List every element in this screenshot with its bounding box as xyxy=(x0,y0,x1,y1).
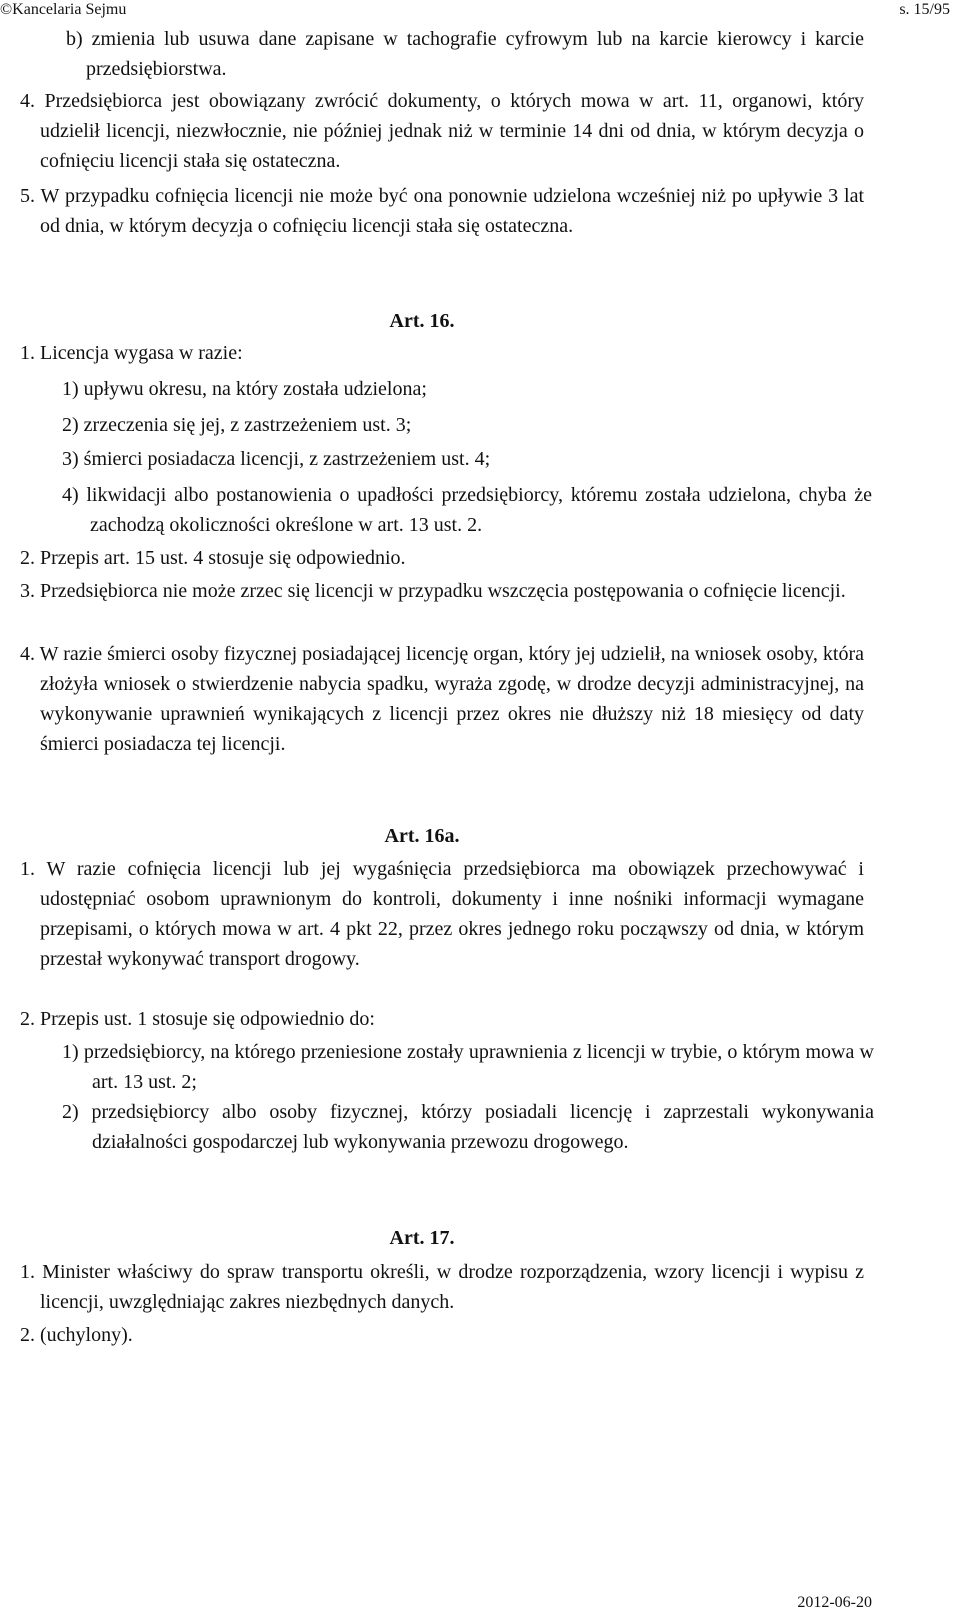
art16a-item-2: 2) przedsiębiorcy albo osoby fizycznej, którzy posiadali licencję i zaprzestali wykonywania działalności gospodarczej lub wykonywania przewozu drogowego. xyxy=(62,1101,874,1153)
art-16-title: Art. 16. xyxy=(389,310,455,332)
art17-para-1: 1. Minister właściwy do spraw transportu określi, w drodze rozporządzenia, wzory licencji i wypisu z licencji, uwzględniając zakres niezbędnych danych. xyxy=(20,1261,864,1313)
art16a-para-2: 2. Przepis ust. 1 stosuje się odpowiednio do: xyxy=(20,1008,375,1030)
art16-para-4: 4. W razie śmierci osoby fizycznej posiadającej licencję organ, który jej udzielił, na wniosek osoby, która złożyła wniosek o stwierdzenie nabycia spadku, wyraża zgodę, w drodze decyzji administracyjnej, na wykonywanie uprawnień wynikających z licencji przez okres nie dłuższy niż 18 miesięcy od daty śmierci posiadacza tej licencji. xyxy=(20,643,864,755)
para-5: 5. W przypadku cofnięcia licencji nie może być ona ponownie udzielona wcześniej niż po upływie 3 lat od dnia, w którym decyzja o cofnięciu licencji stała się ostateczna. xyxy=(20,185,864,237)
art16-para-3: 3. Przedsiębiorca nie może zrzec się licencji w przypadku wszczęcia postępowania o cofnięcie licencji. xyxy=(20,580,846,602)
art17-para-2: 2. (uchylony). xyxy=(20,1324,133,1346)
art16-item-2: 2) zrzeczenia się jej, z zastrzeżeniem ust. 3; xyxy=(62,414,412,436)
art16-item-4: 4) likwidacji albo postanowienia o upadłości przedsiębiorcy, któremu została udzielona, chyba że zachodzą okoliczności określone w art. 13 ust. 2. xyxy=(62,484,872,536)
art16-para-2: 2. Przepis art. 15 ust. 4 stosuje się odpowiednio. xyxy=(20,547,406,569)
art16-para-1: 1. Licencja wygasa w razie: xyxy=(20,342,243,364)
art16-item-3: 3) śmierci posiadacza licencji, z zastrzeżeniem ust. 4; xyxy=(62,448,491,470)
art16a-item-1: 1) przedsiębiorcy, na którego przeniesione zostały uprawnienia z licencji w trybie, o którym mowa w art. 13 ust. 2; xyxy=(62,1041,874,1093)
para-4: 4. Przedsiębiorca jest obowiązany zwrócić dokumenty, o których mowa w art. 11, organowi, który udzielił licencji, niezwłocznie, nie później jednak niż w terminie 14 dni od dnia, w którym decyzja o cofnięciu licencji stała się ostateczna. xyxy=(20,90,864,172)
art16-item-1: 1) upływu okresu, na który została udzielona; xyxy=(62,378,427,400)
para-b: b) zmienia lub usuwa dane zapisane w tachografie cyfrowym lub na karcie kierowcy i karcie przedsiębiorstwa. xyxy=(66,28,864,80)
art-17-title: Art. 17. xyxy=(389,1227,455,1249)
art-16a-title: Art. 16a. xyxy=(384,825,460,847)
page-number: s. 15/95 xyxy=(899,1,950,18)
footer-date: 2012-06-20 xyxy=(797,1594,872,1611)
art16a-para-1: 1. W razie cofnięcia licencji lub jej wygaśnięcia przedsiębiorca ma obowiązek przechowywać i udostępniać osobom uprawnionym do kontroli, dokumenty i inne nośniki informacji wymagane przepisami, o których mowa w art. 4 pkt 22, przez okres jednego roku począwszy od dnia, w którym przestał wykonywać transport drogowy. xyxy=(20,858,864,970)
header-source: ©Kancelaria Sejmu xyxy=(0,1,127,18)
